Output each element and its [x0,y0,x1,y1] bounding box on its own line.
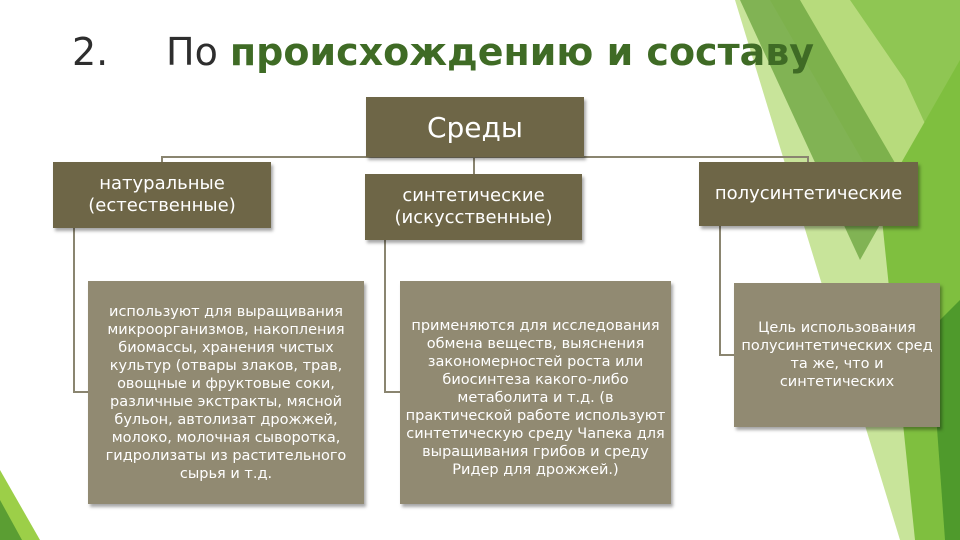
branch-synthetic: синтетические (искусственные) [365,174,582,240]
natural-description: используют для выращивания микроорганизмов, накопления биомассы, хранения чистых культур (отвары злаков, трав, овощные и фруктовые соки, различные экстракты, мясной бульон, автолизат дрожжей, молоко, молочная сыворотка, гидролизаты из растительного сырья и т.д. [88,281,364,504]
synthetic-description [400,281,671,504]
semisynthetic-connector [720,226,734,355]
semisynthetic-description: Цель использования полусинтетических сред та же, что и синтетических [734,283,940,427]
branch-semisynthetic: полусинтетические [699,162,918,226]
natural-connector [74,228,88,392]
synthetic-description-text: применяются для исследования обмена веществ, выяснения закономерностей роста или биосинтеза какого-либо метаболита и т.д. (в практической работе используют синтетическую среду Чапека для выращивания грибов и среду Ридер для дрожжей.) [405,317,666,478]
title-prefix: По [166,30,230,74]
root-node: Среды [366,97,584,157]
title-accent: происхождению и составу [229,30,815,74]
branch-natural: натуральные (естественные) [53,162,271,228]
synthetic-connector [385,240,400,392]
slide-number: 2. [72,30,109,74]
